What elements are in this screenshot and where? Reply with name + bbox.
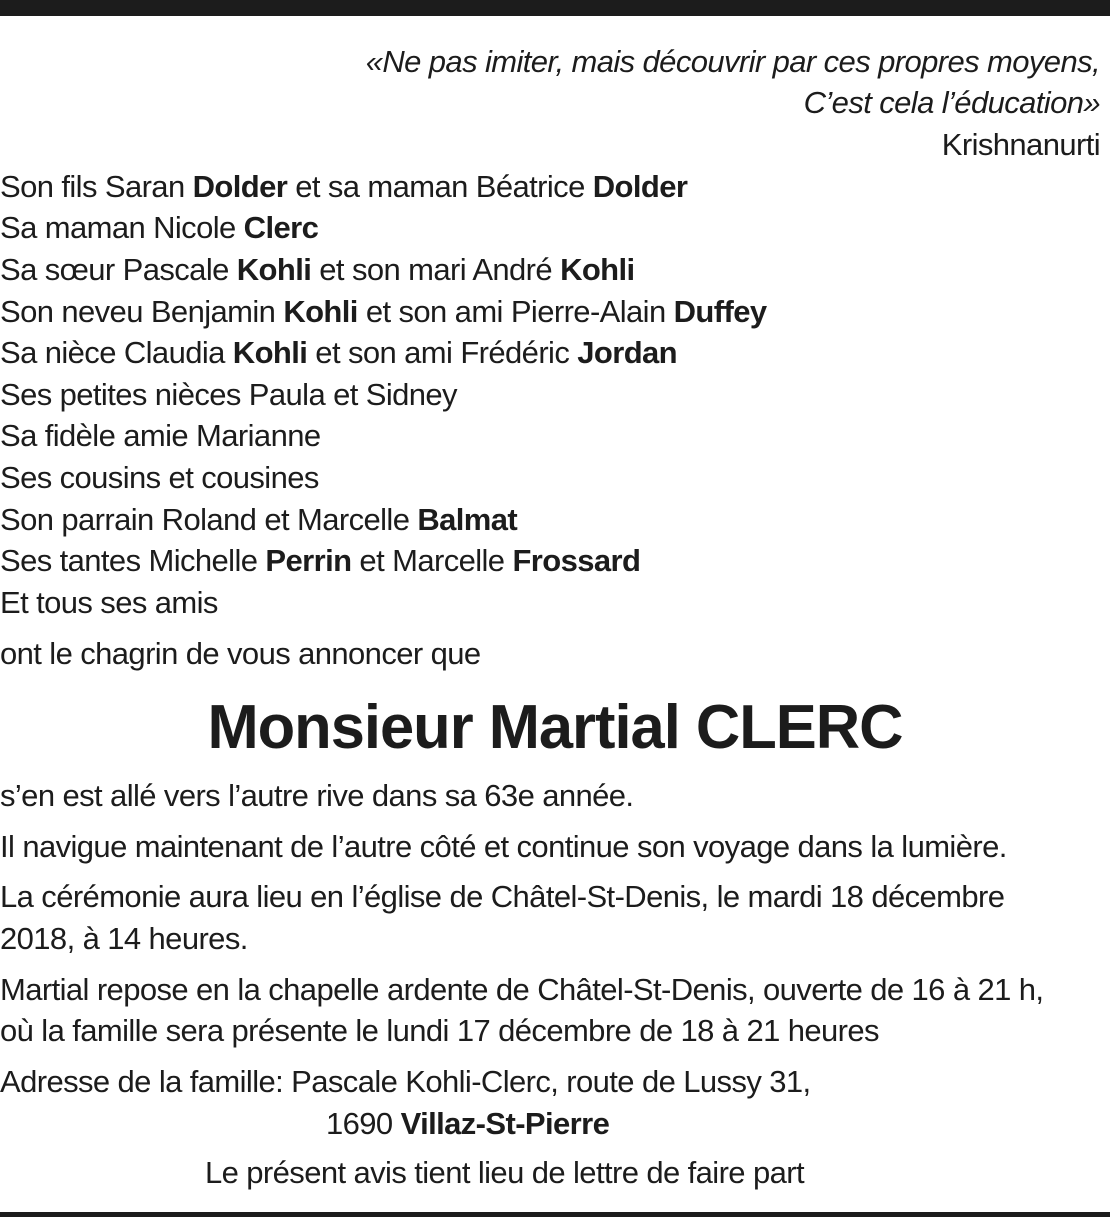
family-line: Ses cousins et cousines <box>0 460 319 495</box>
family-line: Son parrain Roland et Marcelle Balmat <box>0 502 518 537</box>
body-paragraph: Martial repose en la chapelle ardente de Châtel-St-Denis, ouverte de 16 à 21 h, <box>0 972 1044 1007</box>
body-paragraph: 2018, à 14 heures. <box>0 921 248 956</box>
body-paragraph: Il navigue maintenant de l’autre côté et continue son voyage dans la lumière. <box>0 829 1007 864</box>
footer-note: Le présent avis tient lieu de lettre de faire part <box>205 1155 804 1190</box>
top-rule <box>0 0 1110 16</box>
family-line: Et tous ses amis <box>0 585 218 620</box>
quote-line-2: C’est cela l’éducation» <box>803 85 1100 120</box>
quote-author: Krishnanurti <box>941 127 1100 162</box>
family-address-city: 1690 Villaz-St-Pierre <box>326 1106 610 1141</box>
bottom-rule <box>0 1212 1110 1217</box>
deceased-name: Monsieur Martial CLERC <box>207 693 903 762</box>
family-line: Sa nièce Claudia Kohli et son ami Frédéric Jordan <box>0 335 678 370</box>
family-line: Sa maman Nicole Clerc <box>0 210 319 245</box>
announce-text: ont le chagrin de vous annoncer que <box>0 636 481 671</box>
family-line: Son neveu Benjamin Kohli et son ami Pierre-Alain Duffey <box>0 294 767 329</box>
quote-line-1: «Ne pas imiter, mais découvrir par ces propres moyens, <box>365 44 1100 79</box>
family-line: Ses tantes Michelle Perrin et Marcelle Frossard <box>0 543 641 578</box>
family-line: Son fils Saran Dolder et sa maman Béatrice Dolder <box>0 169 688 204</box>
family-address: Adresse de la famille: Pascale Kohli-Clerc, route de Lussy 31, <box>0 1064 811 1099</box>
body-paragraph: s’en est allé vers l’autre rive dans sa 63e année. <box>0 778 634 813</box>
family-line: Sa fidèle amie Marianne <box>0 418 321 453</box>
family-line: Sa sœur Pascale Kohli et son mari André Kohli <box>0 252 635 287</box>
body-paragraph: où la famille sera présente le lundi 17 décembre de 18 à 21 heures <box>0 1013 879 1048</box>
body-paragraph: La cérémonie aura lieu en l’église de Châtel-St-Denis, le mardi 18 décembre <box>0 879 1005 914</box>
family-line: Ses petites nièces Paula et Sidney <box>0 377 457 412</box>
